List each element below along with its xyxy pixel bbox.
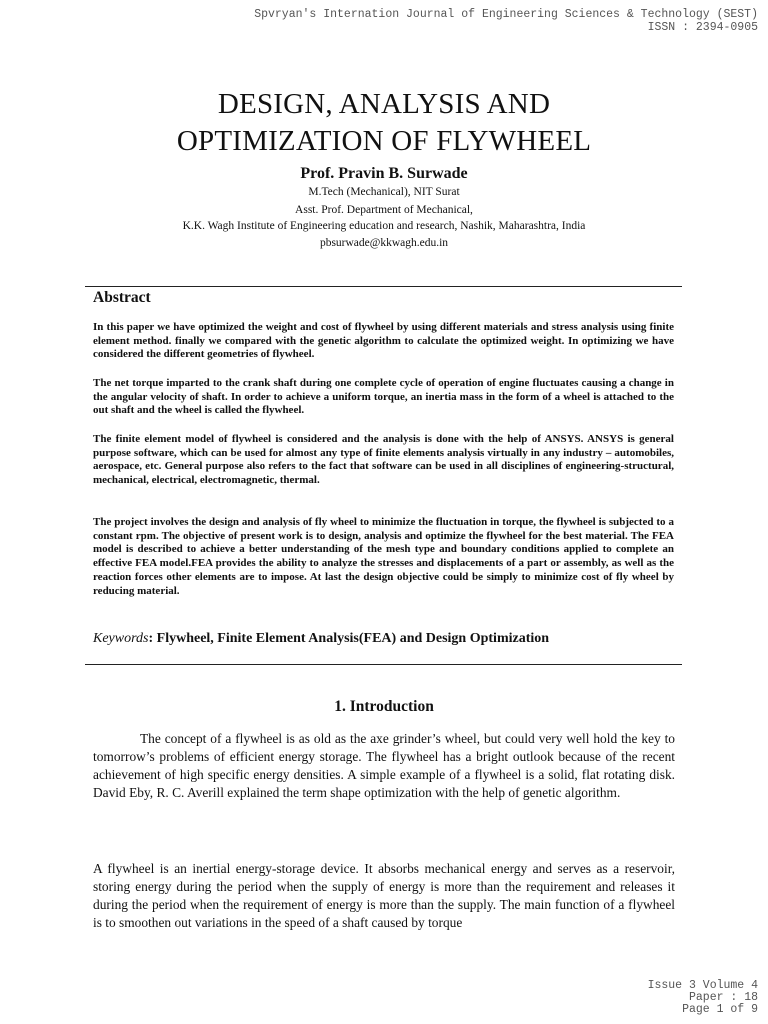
footer-issue: Issue 3 Volume 4: [647, 979, 758, 992]
title-line-1: DESIGN, ANALYSIS AND: [217, 88, 551, 120]
abstract-paragraph: In this paper we have optimized the weight and cost of flywheel by using different materials and stress analysis using finite element method. finally we compared with the genetic algorithm to calculate the optimized weight. In optimizing we have considered the different geometries of flywheel.: [93, 321, 674, 361]
footer-paper-number: Paper : 18: [688, 991, 758, 1004]
abstract-paragraph: The finite element model of flywheel is considered and the analysis is done with the help of ANSYS. ANSYS is general purpose software, which can be used for almost any type of finite elements analysis virtually in any industry – automobiles, aerospace, etc. General purpose also refers to the fact that software can be used in all disciplines of engineering-structural, mechanical, electrical, electromagnetic, thermal.: [93, 433, 674, 487]
abstract-paragraph: The net torque imparted to the crank shaft during one complete cycle of operation of engine fluctuates causing a change in the angular velocity of shaft. In order to achieve a uniform torque, an inertia mass in the form of a wheel is attached to the out shaft and the wheel is called the flywheel.: [93, 377, 674, 417]
author-email: pbsurwade@kkwagh.edu.in: [319, 237, 449, 249]
section-heading-introduction: 1. Introduction: [334, 698, 434, 715]
affiliation-institute: K.K. Wagh Institute of Engineering education and research, Nashik, Maharashtra, India: [182, 220, 586, 232]
affiliation-position: Asst. Prof. Department of Mechanical,: [295, 204, 473, 216]
divider-bottom: [85, 664, 682, 665]
title-line-2: OPTIMIZATION OF FLYWHEEL: [176, 125, 592, 157]
author-name: Prof. Pravin B. Surwade: [300, 165, 468, 182]
abstract-paragraph: The project involves the design and analysis of fly wheel to minimize the fluctuation in torque, the flywheel is subjected to a constant rpm. The objective of present work is to design, analysis and optimize the flywheel for the best material. The FEA model is described to achieve a better understanding of the mesh type and boundary conditions applied to complete an effective FEA model.FEA provides the ability to analyze the stresses and displacements of a part or assembly, as well as the reaction forces other elements are to impose. At last the design objective could be simply to minimize cost of fly wheel by reducing material.: [93, 516, 674, 597]
body-paragraph: A flywheel is an inertial energy-storage device. It absorbs mechanical energy and serves as a reservoir, storing energy during the period when the supply of energy is more than the requirement and releases it during the period when the requirement of energy is more than the supply. The main function of a flywheel is to smoothen out variations in the speed of a shaft caused by torque: [93, 861, 675, 930]
body-paragraph: The concept of a flywheel is as old as the axe grinder’s wheel, but could very well hold the key to tomorrow’s problems of efficient energy storage. The flywheel has a bright outlook because of the recent achievement of high specific energy densities. A simple example of a flywheel is a solid, flat rotating disk. David Eby, R. C. Averill explained the term shape optimization with the help of genetic algorithm.: [93, 731, 675, 800]
keywords-line: [93, 630, 683, 648]
issn: ISSN : 2394-0905: [647, 21, 758, 34]
divider-top: [85, 286, 682, 287]
affiliation-degree: M.Tech (Mechanical), NIT Surat: [308, 186, 460, 198]
journal-name: Spvryan's Internation Journal of Engineering Sciences & Technology (SEST): [254, 8, 758, 21]
footer-page-number: Page 1 of 9: [682, 1003, 758, 1016]
abstract-heading: Abstract: [93, 289, 151, 306]
keywords-list: Flywheel, Finite Element Analysis(FEA) and Design Optimization: [156, 631, 550, 646]
paper-title: [0, 86, 768, 160]
keywords-colon: :: [148, 631, 154, 646]
keywords-label: Keywords: [93, 631, 149, 646]
